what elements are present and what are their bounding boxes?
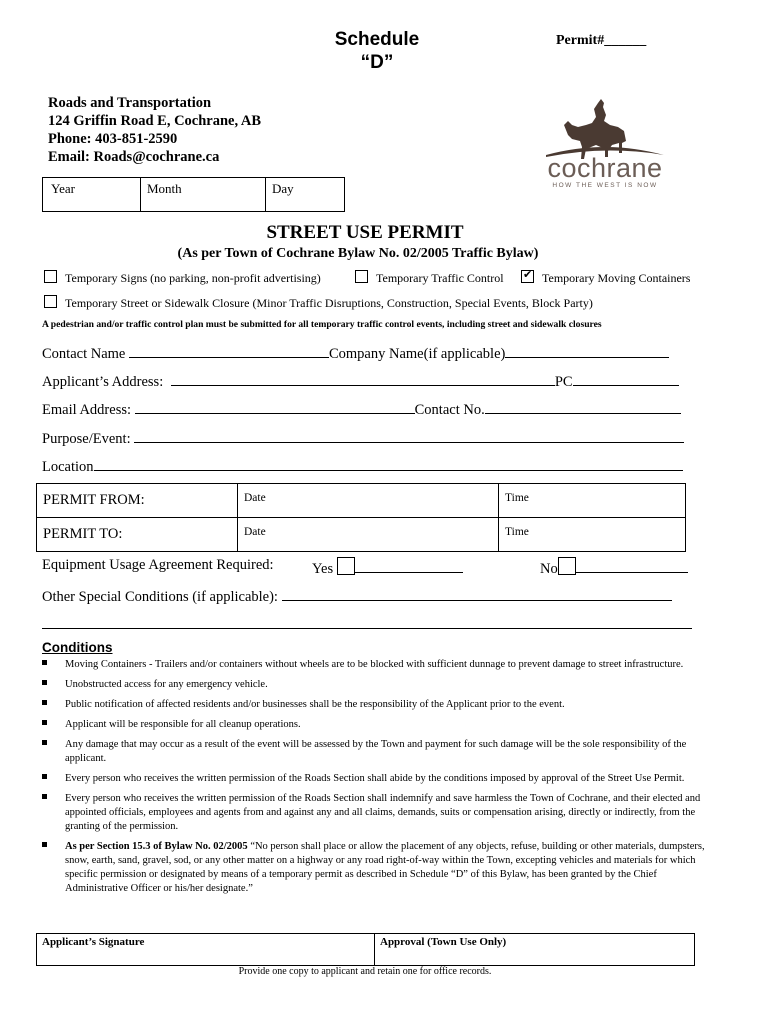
other-conditions-line2[interactable] [42, 628, 692, 629]
condition-item-bylaw [42, 840, 712, 896]
schedule-line1: Schedule [334, 29, 420, 50]
permit-dates-table [36, 483, 686, 552]
location-input[interactable] [94, 455, 683, 471]
conditions-heading: Conditions [42, 640, 113, 655]
address-block [48, 94, 261, 166]
email-address-input[interactable] [135, 398, 415, 414]
bylaw-text: “No person shall place or allow the placement of any objects, refuse, building or other materials, dumpsters, snow, earth, sand, gravel, sod, or any other matter on a highway or any road right-of-way within the Town, excepting vehicles and materials for which specific permission or designated by means of a temporary permit as described in Schedule “D” of this Bylaw, has been granted by the Chief Administrative Officer or his/her designate.” [65, 841, 705, 894]
address-line: Roads and Transportation [48, 95, 212, 111]
checkbox[interactable] [44, 270, 57, 283]
year-field[interactable]: Year [51, 181, 75, 196]
day-field[interactable]: Day [272, 181, 294, 196]
equipment-yes-option[interactable] [312, 557, 463, 578]
bylaw-lead: As per Section 15.3 of Bylaw No. 02/2005 [65, 841, 248, 852]
checkbox[interactable] [355, 270, 368, 283]
logo-wordmark: cochrane [547, 153, 663, 183]
notice-text: A pedestrian and/or traffic control plan must be submitted for all temporary traffic control events, including street and sidewalk closures [42, 319, 602, 330]
email-address-label: Email Address: [42, 402, 132, 418]
permit-number-field[interactable]: Permit#______ [556, 33, 647, 48]
applicant-address-input[interactable] [171, 370, 555, 386]
permit-from-date[interactable]: Date [244, 492, 266, 504]
page-title: STREET USE PERMIT [266, 222, 464, 243]
location-label: Location [42, 459, 94, 475]
permit-to-time[interactable]: Time [505, 526, 529, 538]
purpose-input[interactable] [134, 427, 684, 443]
contact-no-label: Contact No. [414, 402, 485, 418]
condition-item: Any damage that may occur as a result of the event will be assessed by the Town and payment for such damage will be the sole responsibility of the applicant. [42, 738, 712, 766]
pc-label: PC [554, 374, 573, 390]
condition-item: Every person who receives the written permission of the Roads Section shall abide by the conditions imposed by approval of the Street Use Permit. [42, 772, 712, 786]
other-conditions-label: Other Special Conditions (if applicable): [42, 589, 278, 605]
option-label: Temporary Signs (no parking, non-profit advertising) [65, 271, 321, 285]
checkbox-checked[interactable] [521, 270, 534, 283]
equipment-label: Equipment Usage Agreement Required: [42, 557, 274, 573]
contact-name-input[interactable] [129, 342, 329, 358]
no-line [576, 557, 688, 573]
pc-input[interactable] [573, 370, 679, 386]
applicant-signature-field[interactable]: Applicant’s Signature [42, 936, 145, 948]
month-field[interactable]: Month [147, 181, 182, 196]
permit-type-option[interactable] [521, 270, 690, 286]
permit-to-label: PERMIT TO: [43, 526, 123, 542]
permit-from-time[interactable]: Time [505, 492, 529, 504]
permit-to-date[interactable]: Date [244, 526, 266, 538]
other-conditions-input[interactable] [282, 585, 672, 601]
no-checkbox[interactable] [558, 557, 576, 575]
other-conditions-row [42, 585, 672, 606]
schedule-heading [331, 28, 423, 74]
purpose-row [42, 427, 684, 448]
yes-line [355, 557, 463, 573]
company-name-input[interactable] [505, 342, 669, 358]
condition-item: Unobstructed access for any emergency vehicle. [42, 678, 712, 692]
permit-type-option[interactable] [44, 295, 593, 311]
option-label: Temporary Moving Containers [542, 271, 691, 285]
permit-from-label: PERMIT FROM: [43, 492, 145, 508]
conditions-list [42, 658, 712, 902]
permit-type-option[interactable] [44, 270, 321, 286]
schedule-line2: “D” [360, 52, 394, 73]
applicant-address-label: Applicant’s Address: [42, 374, 164, 390]
email-line: Email: Roads@cochrane.ca [48, 149, 220, 165]
logo-tagline: HOW THE WEST IS NOW [552, 182, 658, 189]
footer-note: Provide one copy to applicant and retain one for office records. [238, 966, 492, 977]
location-row [42, 455, 683, 476]
option-label: Temporary Traffic Control [376, 271, 504, 285]
address-row [42, 370, 679, 391]
approval-field[interactable]: Approval (Town Use Only) [380, 936, 507, 948]
no-label: No [540, 561, 558, 577]
page-subtitle: (As per Town of Cochrane Bylaw No. 02/2005 Traffic Bylaw) [177, 246, 539, 261]
yes-label: Yes [312, 561, 334, 577]
condition-item: Moving Containers - Trailers and/or containers without wheels are to be blocked with sufficient dunnage to prevent damage to street infrastructure. [42, 658, 712, 672]
option-label: Temporary Street or Sidewalk Closure (Minor Traffic Disruptions, Construction, Special Events, Block Party) [65, 296, 593, 310]
signature-table [36, 933, 695, 966]
yes-checkbox[interactable] [337, 557, 355, 575]
address-line: 124 Griffin Road E, Cochrane, AB [48, 113, 262, 129]
condition-item: Every person who receives the written permission of the Roads Section shall indemnify and save harmless the Town of Cochrane, and their elected and appointed officials, employees and agents from and against any and all claims, demands, suits or compensation arising, directly or indirectly, from the granting of the permission. [42, 792, 712, 834]
company-name-label: Company Name(if applicable) [328, 346, 506, 362]
contact-no-input[interactable] [485, 398, 681, 414]
contact-name-row [42, 342, 669, 363]
cochrane-logo [536, 95, 674, 190]
checkbox[interactable] [44, 295, 57, 308]
condition-item: Public notification of affected residents and/or businesses shall be the responsibility of the Applicant prior to the event. [42, 698, 712, 712]
permit-type-option[interactable] [355, 270, 504, 286]
email-row [42, 398, 681, 419]
contact-name-label: Contact Name [42, 346, 126, 362]
phone-line: Phone: 403-851-2590 [48, 131, 178, 147]
purpose-label: Purpose/Event: [42, 431, 131, 447]
date-table [42, 177, 345, 212]
condition-item: Applicant will be responsible for all cleanup operations. [42, 718, 712, 732]
equipment-no-option[interactable] [540, 557, 688, 578]
